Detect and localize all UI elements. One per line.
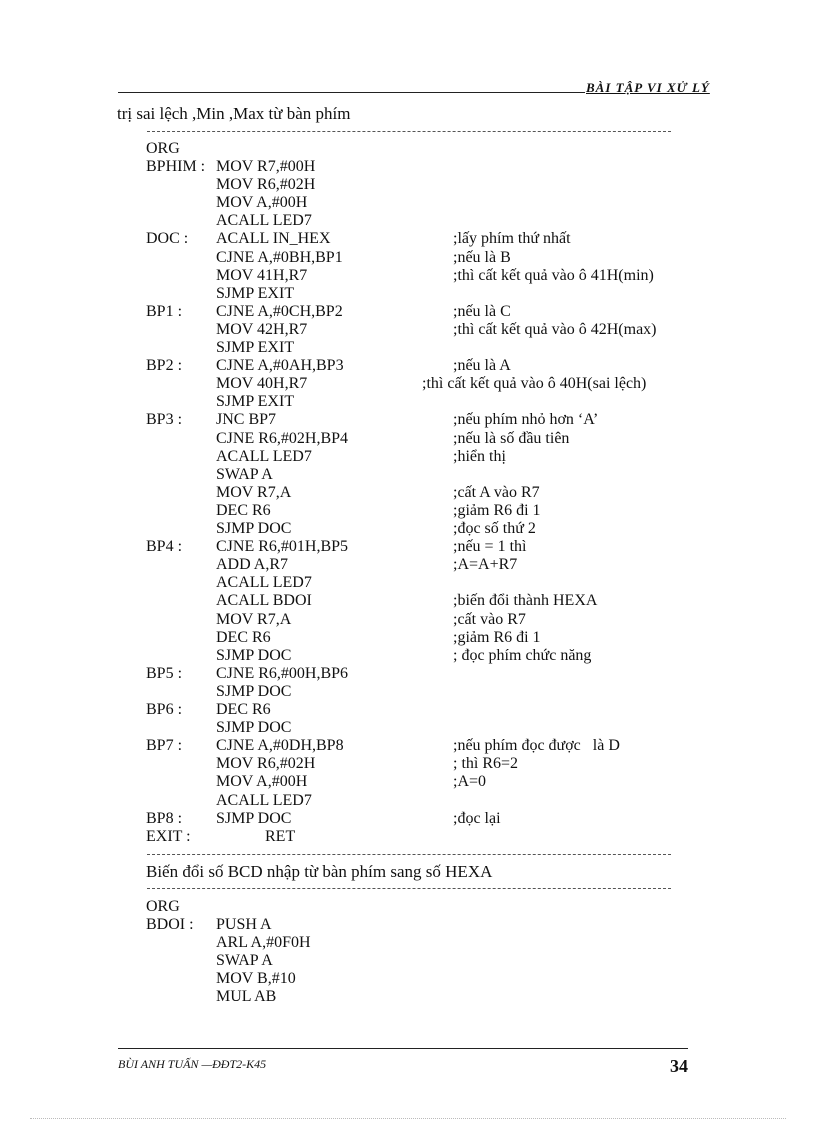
code-instruction: DEC R6 bbox=[216, 701, 271, 718]
code-instruction: ARL A,#0F0H bbox=[216, 934, 311, 951]
code-instruction: MOV R7,A bbox=[216, 611, 292, 628]
code-instruction: SJMP DOC bbox=[216, 647, 292, 664]
code-instruction: MUL AB bbox=[216, 988, 277, 1005]
code-comment: ;nếu là số đầu tiên bbox=[453, 430, 570, 447]
code-instruction: CJNE R6,#01H,BP5 bbox=[216, 538, 349, 555]
code-instruction: DEC R6 bbox=[216, 629, 271, 646]
code-label: BPHIM : bbox=[146, 158, 206, 175]
code-comment: ;A=A+R7 bbox=[453, 556, 518, 573]
code-comment: ;nếu phím đọc được là D bbox=[453, 737, 620, 754]
code-label: EXIT : bbox=[146, 828, 191, 845]
code-label: BP7 : bbox=[146, 737, 183, 754]
code-instruction: ACALL LED7 bbox=[216, 574, 312, 591]
code-comment: ;thì cất kết quả vào ô 40H(sai lệch) bbox=[422, 375, 647, 392]
code-instruction: SWAP A bbox=[216, 466, 273, 483]
code-label: BP2 : bbox=[146, 357, 183, 374]
code-comment: ;biến đổi thành HEXA bbox=[453, 592, 598, 609]
code-instruction: ACALL LED7 bbox=[216, 212, 312, 229]
footer-rule bbox=[118, 1048, 688, 1049]
section1-title: trị sai lệch ,Min ,Max từ bàn phím bbox=[117, 104, 351, 123]
header-title: BÀI TẬP VI XỬ LÝ bbox=[586, 80, 710, 95]
code-label: BP8 : bbox=[146, 810, 183, 827]
code-comment: ;nếu là C bbox=[453, 303, 511, 320]
section1-top-divider bbox=[147, 131, 671, 132]
code-instruction: CJNE R6,#02H,BP4 bbox=[216, 430, 349, 447]
page-number: 34 bbox=[670, 1056, 688, 1076]
code-instruction: SWAP A bbox=[216, 952, 273, 969]
code-comment: ;nếu là B bbox=[453, 249, 511, 266]
code-comment: ;lấy phím thứ nhất bbox=[453, 230, 571, 247]
code-instruction: RET bbox=[265, 828, 296, 845]
code-comment: ;cất vào R7 bbox=[453, 611, 526, 628]
code-instruction: MOV R7,#00H bbox=[216, 158, 316, 175]
section1-org: ORG bbox=[146, 140, 180, 157]
code-instruction: MOV 41H,R7 bbox=[216, 267, 308, 284]
footer-author: BÙI ANH TUẤN —ĐĐT2-K45 bbox=[118, 1057, 267, 1071]
code-comment: ;nếu phím nhỏ hơn ‘A’ bbox=[453, 411, 599, 428]
code-instruction: SJMP DOC bbox=[216, 719, 292, 736]
code-comment: ;thì cất kết quả vào ô 41H(min) bbox=[453, 267, 654, 284]
code-label: BP5 : bbox=[146, 665, 183, 682]
code-comment: ;cất A vào R7 bbox=[453, 484, 540, 501]
code-instruction: ACALL BDOI bbox=[216, 592, 312, 609]
code-instruction: MOV A,#00H bbox=[216, 773, 308, 790]
code-instruction: JNC BP7 bbox=[216, 411, 277, 428]
section2-top-divider bbox=[147, 888, 671, 889]
code-instruction: MOV R6,#02H bbox=[216, 755, 316, 772]
code-instruction: ACALL LED7 bbox=[216, 792, 312, 809]
code-instruction: ACALL IN_HEX bbox=[216, 230, 331, 247]
code-label: BP4 : bbox=[146, 538, 183, 555]
code-comment: ;nếu là A bbox=[453, 357, 511, 374]
code-comment: ;nếu = 1 thì bbox=[453, 538, 527, 555]
code-comment: ;giảm R6 đi 1 bbox=[453, 502, 541, 519]
code-instruction: SJMP EXIT bbox=[216, 285, 295, 302]
code-label: BP6 : bbox=[146, 701, 183, 718]
code-instruction: PUSH A bbox=[216, 916, 272, 933]
code-instruction: SJMP DOC bbox=[216, 683, 292, 700]
section1-bottom-divider bbox=[147, 854, 671, 855]
code-label: BDOI : bbox=[146, 916, 194, 933]
code-instruction: MOV 40H,R7 bbox=[216, 375, 308, 392]
code-comment: ; thì R6=2 bbox=[453, 755, 519, 772]
code-instruction: ACALL LED7 bbox=[216, 448, 312, 465]
code-instruction: MOV R6,#02H bbox=[216, 176, 316, 193]
code-instruction: CJNE A,#0CH,BP2 bbox=[216, 303, 343, 320]
code-instruction: MOV R7,A bbox=[216, 484, 292, 501]
page-edge bbox=[30, 1118, 786, 1119]
code-instruction: CJNE A,#0BH,BP1 bbox=[216, 249, 343, 266]
code-instruction: SJMP EXIT bbox=[216, 339, 295, 356]
code-instruction: MOV 42H,R7 bbox=[216, 321, 308, 338]
code-instruction: CJNE A,#0AH,BP3 bbox=[216, 357, 344, 374]
header-rule bbox=[118, 92, 585, 93]
code-instruction: SJMP EXIT bbox=[216, 393, 295, 410]
code-comment: ;đọc lại bbox=[453, 810, 501, 827]
code-comment: ; đọc phím chức năng bbox=[453, 647, 592, 664]
code-comment: ;hiển thị bbox=[453, 448, 506, 465]
code-instruction: DEC R6 bbox=[216, 502, 271, 519]
code-label: BP1 : bbox=[146, 303, 183, 320]
code-instruction: ADD A,R7 bbox=[216, 556, 289, 573]
code-comment: ;thì cất kết quả vào ô 42H(max) bbox=[453, 321, 657, 338]
section2-title: Biến đổi số BCD nhập từ bàn phím sang số HEXA bbox=[146, 862, 493, 881]
code-comment: ;đọc số thứ 2 bbox=[453, 520, 536, 537]
code-comment: ;giảm R6 đi 1 bbox=[453, 629, 541, 646]
code-label: DOC : bbox=[146, 230, 189, 247]
code-instruction: CJNE R6,#00H,BP6 bbox=[216, 665, 349, 682]
code-instruction: MOV A,#00H bbox=[216, 194, 308, 211]
code-instruction: MOV B,#10 bbox=[216, 970, 296, 987]
code-instruction: CJNE A,#0DH,BP8 bbox=[216, 737, 344, 754]
section2-org: ORG bbox=[146, 898, 180, 915]
code-instruction: SJMP DOC bbox=[216, 520, 292, 537]
code-comment: ;A=0 bbox=[453, 773, 487, 790]
code-label: BP3 : bbox=[146, 411, 183, 428]
code-instruction: SJMP DOC bbox=[216, 810, 292, 827]
